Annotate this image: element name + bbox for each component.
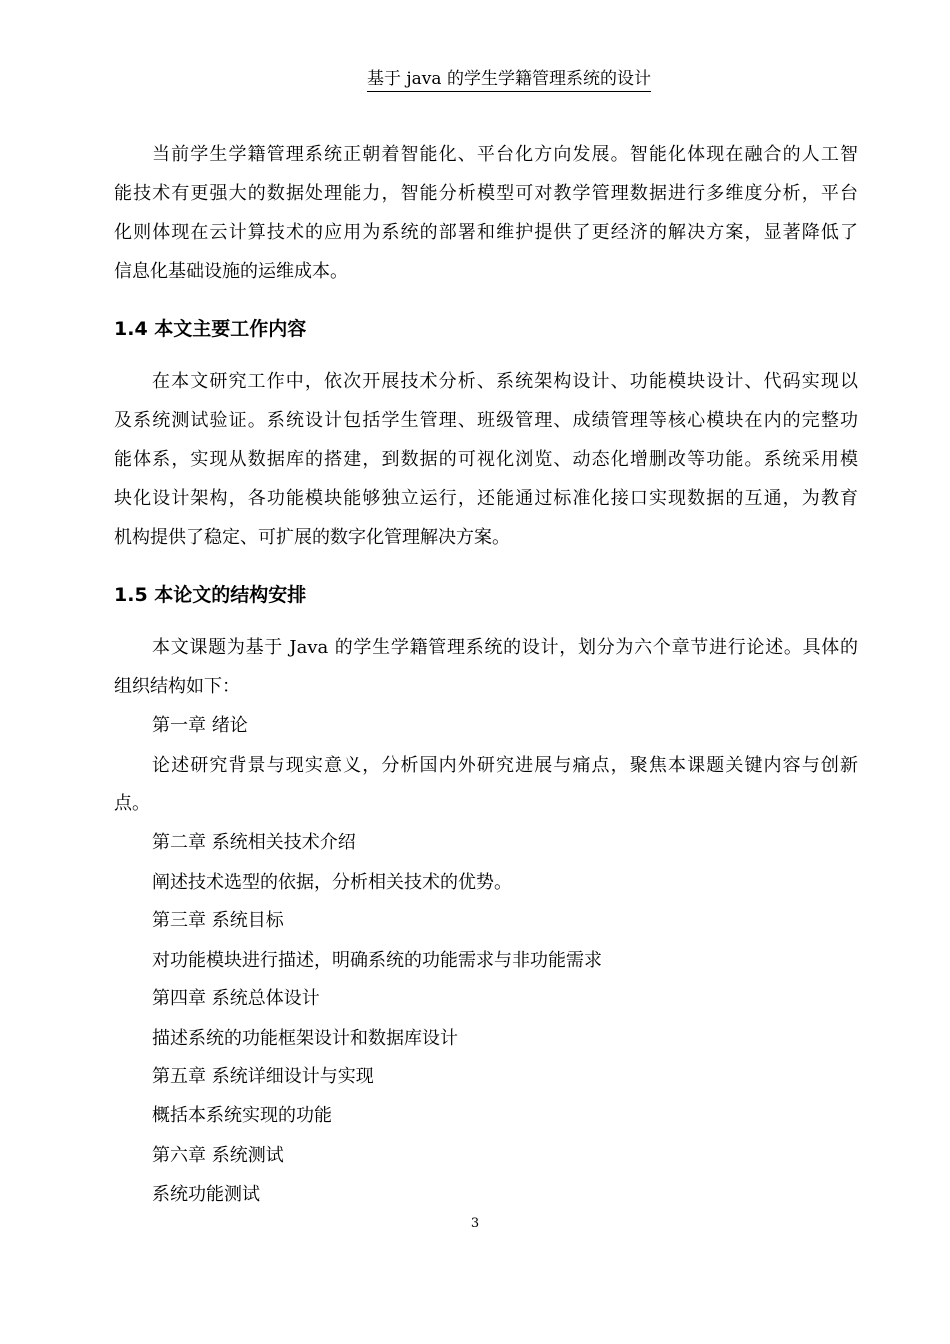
chapter-title: 第六章 系统测试 <box>152 1145 284 1166</box>
section-heading-1-4: 1.4 本文主要工作内容 <box>114 318 307 340</box>
chapter-title: 第五章 系统详细设计与实现 <box>152 1066 374 1087</box>
paragraph-line: 组织结构如下： <box>114 676 240 697</box>
section-heading-1-5: 1.5 本论文的结构安排 <box>114 584 307 606</box>
chapter-title: 第二章 系统相关技术介绍 <box>152 832 356 853</box>
chapter-description: 对功能模块进行描述，明确系统的功能需求与非功能需求 <box>152 950 602 971</box>
chapter-description: 描述系统的功能框架设计和数据库设计 <box>152 1028 458 1049</box>
chapter-title: 第三章 系统目标 <box>152 910 284 931</box>
chapter-title: 第一章 绪论 <box>152 715 248 736</box>
chapter-description: 阐述技术选型的依据，分析相关技术的优势。 <box>152 872 512 893</box>
chapter-description: 点。 <box>114 793 150 814</box>
chapter-description: 系统功能测试 <box>152 1184 260 1205</box>
paragraph-line: 在本文研究工作中，依次开展技术分析、系统架构设计、功能模块设计、代码实现以 <box>152 371 858 392</box>
paragraph-line: 能体系，实现从数据库的搭建，到数据的可视化浏览、动态化增删改等功能。系统采用模 <box>114 449 858 470</box>
paragraph-line: 机构提供了稳定、可扩展的数字化管理解决方案。 <box>114 527 510 548</box>
paragraph-line: 当前学生学籍管理系统正朝着智能化、平台化方向发展。智能化体现在融合的人工智 <box>152 144 858 165</box>
paragraph-line: 本文课题为基于 Java 的学生学籍管理系统的设计，划分为六个章节进行论述。具体的 <box>152 637 858 658</box>
chapter-description: 论述研究背景与现实意义，分析国内外研究进展与痛点，聚焦本课题关键内容与创新 <box>152 755 858 776</box>
paragraph-line: 信息化基础设施的运维成本。 <box>114 261 348 282</box>
paragraph-line: 能技术有更强大的数据处理能力，智能分析模型可对教学管理数据进行多维度分析，平台 <box>114 183 858 204</box>
chapter-title: 第四章 系统总体设计 <box>152 988 320 1009</box>
paragraph-line: 块化设计架构，各功能模块能够独立运行，还能通过标准化接口实现数据的互通，为教育 <box>114 488 858 509</box>
running-header: 基于 java 的学生学籍管理系统的设计 <box>367 68 651 92</box>
paragraph-line: 化则体现在云计算技术的应用为系统的部署和维护提供了更经济的解决方案，显著降低了 <box>114 222 858 243</box>
chapter-description: 概括本系统实现的功能 <box>152 1105 332 1126</box>
page-number: 3 <box>470 1216 480 1231</box>
paragraph-line: 及系统测试验证。系统设计包括学生管理、班级管理、成绩管理等核心模块在内的完整功 <box>114 410 858 431</box>
